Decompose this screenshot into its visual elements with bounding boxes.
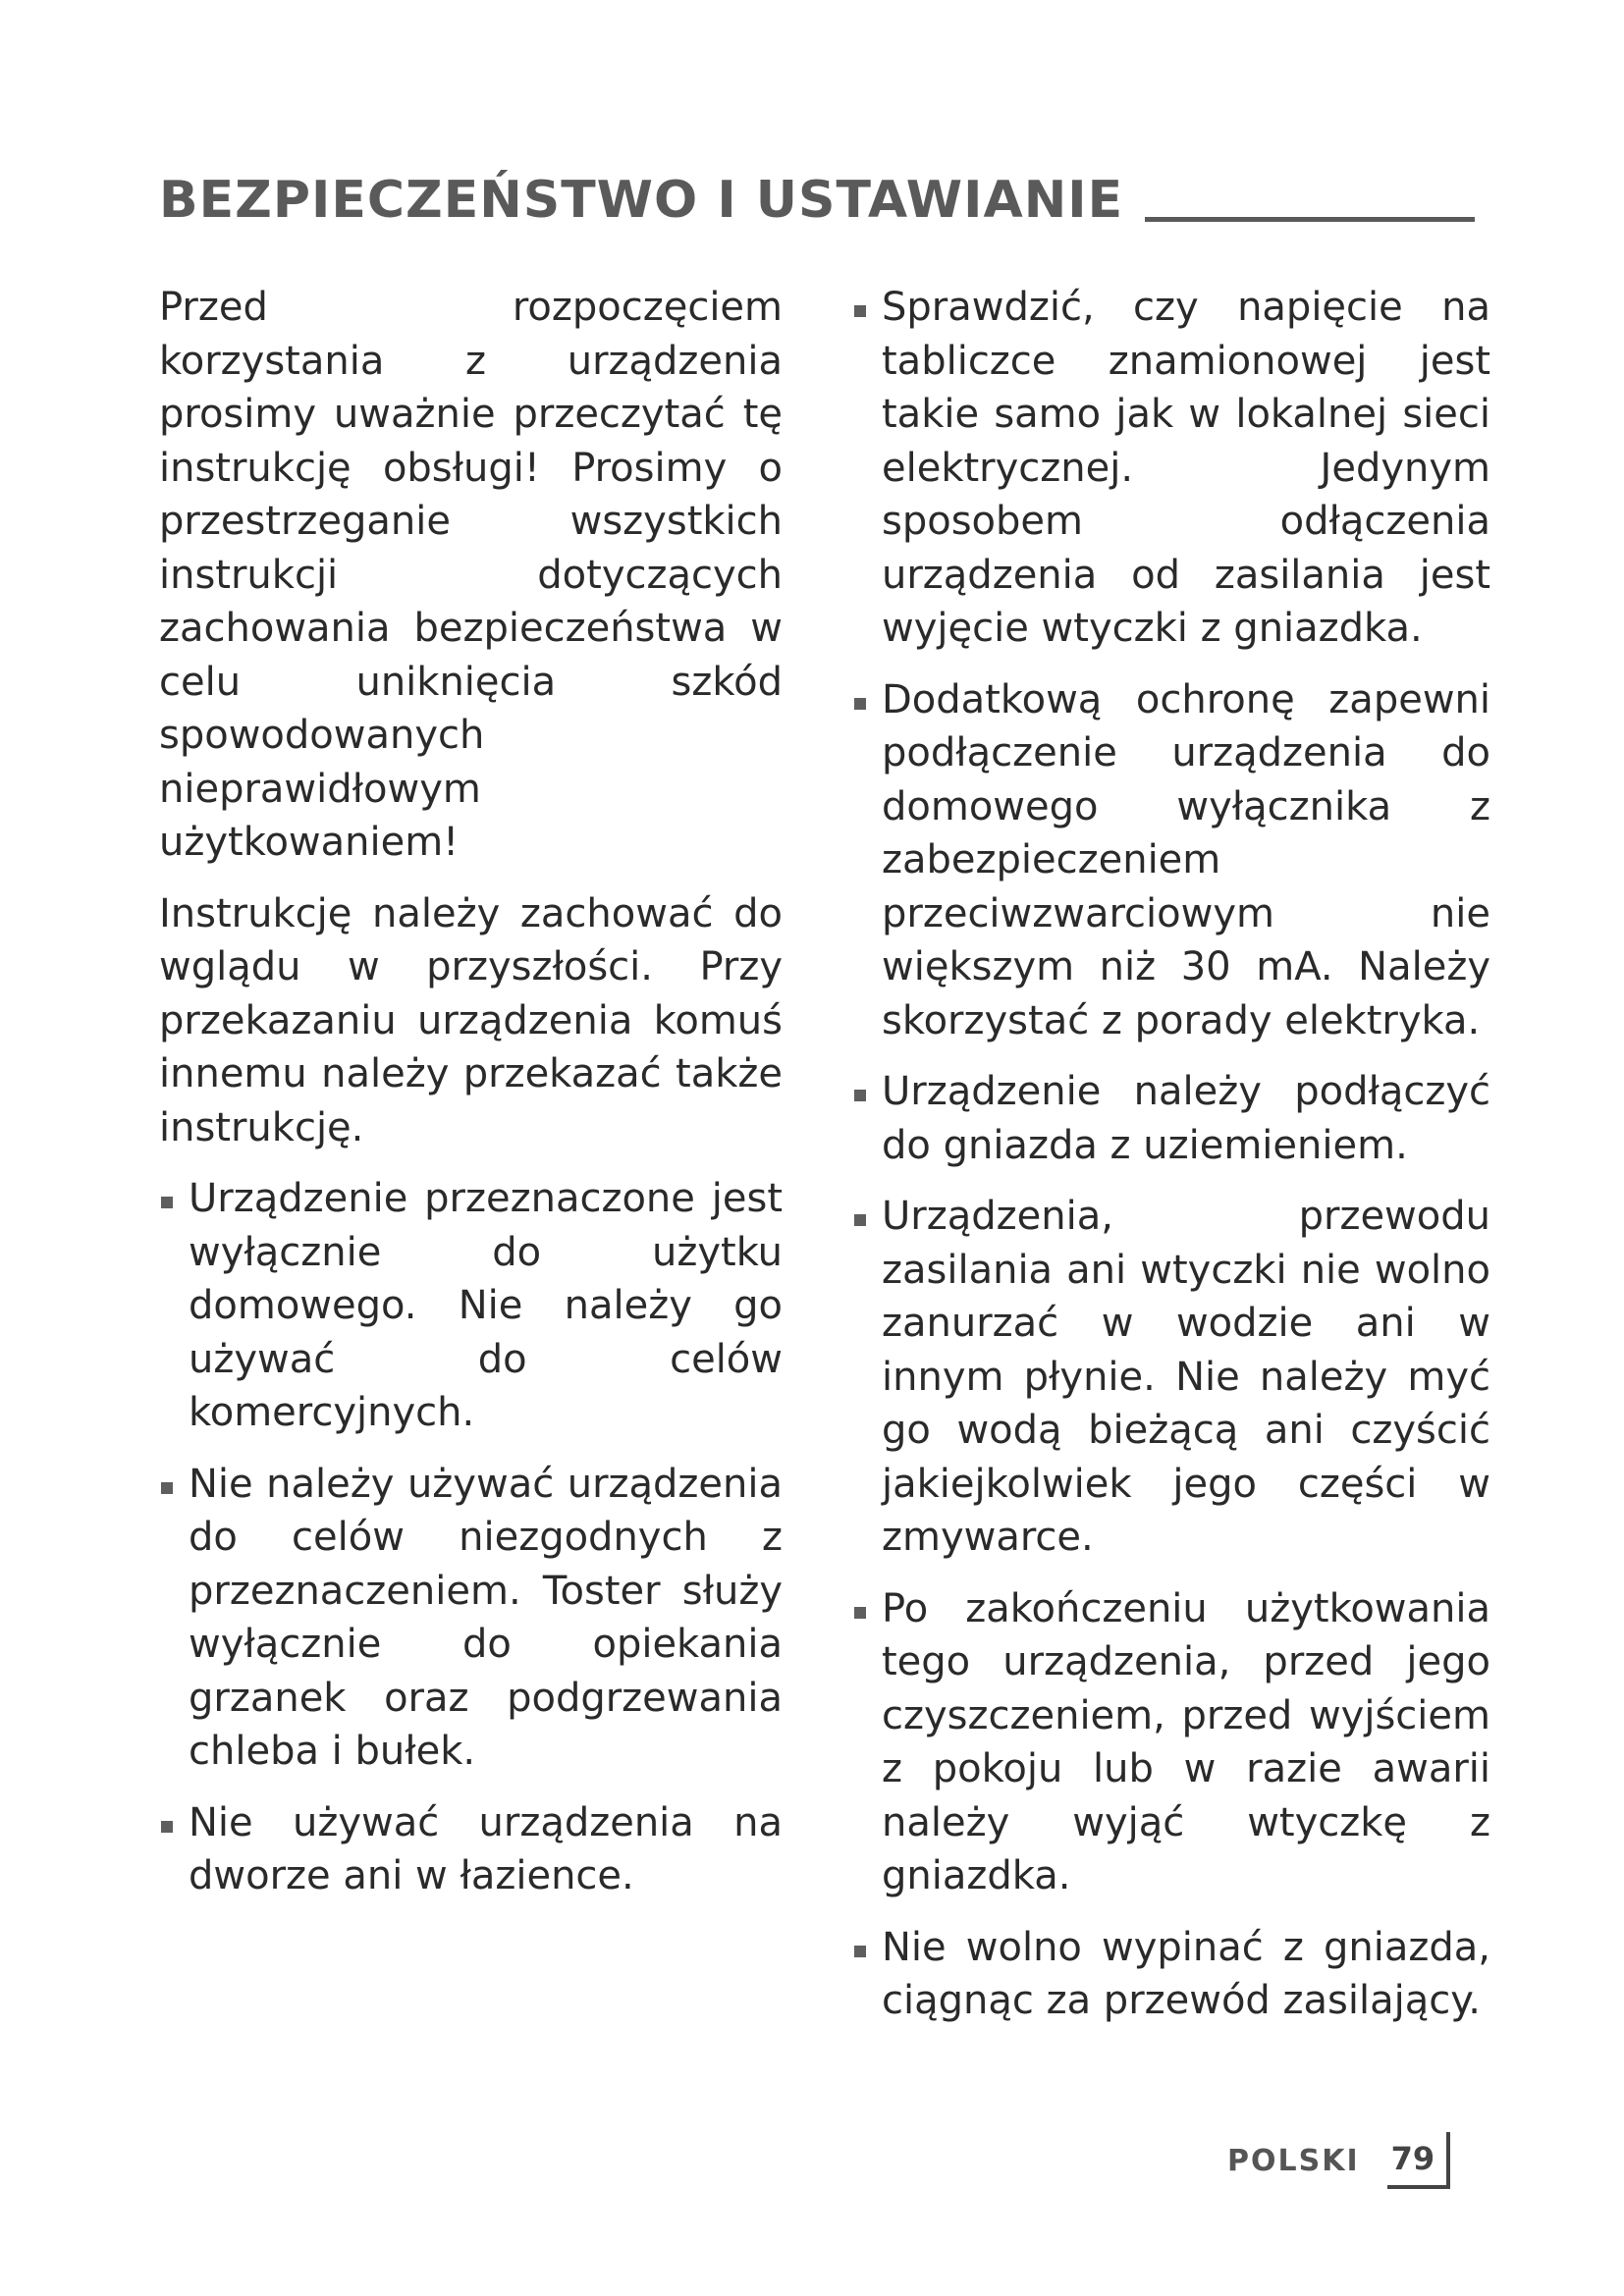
bullet-item xyxy=(159,1458,783,1779)
page-header xyxy=(159,147,1475,230)
bullet-text: Nie należy używać urządzenia do celów niezgodnych z przeznaczeniem. Toster służy wyłącznie do opiekania grzanek oraz podgrzewania chleba i bułek. xyxy=(189,1461,783,1774)
page-footer xyxy=(1227,2128,1450,2193)
bullet-square-icon xyxy=(854,305,866,317)
bullet-item xyxy=(852,281,1490,656)
bullet-item xyxy=(159,1796,783,1903)
bullet-item xyxy=(852,673,1490,1048)
bullet-square-icon xyxy=(854,1090,866,1101)
bullet-text: Sprawdzić, czy napięcie na tabliczce znamionowej jest takie samo jak w lokalnej sieci elektrycznej. Jedynym sposobem odłączenia urządzenia od zasilania jest wyjęcie wtyczki z gniazdka. xyxy=(882,285,1490,651)
right-column xyxy=(852,281,1490,2046)
bullet-square-icon xyxy=(854,698,866,710)
title-rule xyxy=(1145,217,1475,222)
bullet-square-icon xyxy=(161,1821,173,1833)
bullet-square-icon xyxy=(854,1607,866,1619)
bullet-item xyxy=(852,1190,1490,1565)
bullet-text: Nie używać urządzenia na dworze ani w łazience. xyxy=(189,1799,783,1898)
bullet-text: Urządzenie przeznaczone jest wyłącznie do użytku domowego. Nie należy go używać do celów komercyjnych. xyxy=(189,1176,783,1435)
bullet-item xyxy=(852,1582,1490,1903)
bullet-square-icon xyxy=(161,1197,173,1208)
bullet-square-icon xyxy=(161,1482,173,1494)
bullet-text: Urządzenie należy podłączyć do gniazda z uziemieniem. xyxy=(882,1069,1490,1168)
bullet-item xyxy=(852,1065,1490,1172)
bullet-text: Dodatkową ochronę zapewni podłączenie urządzenia do domowego wyłącznika z zabezpieczeniem przeciwzwarciowym nie większym niż 30 mA. Należy skorzystać z porady elektryka. xyxy=(882,676,1490,1043)
bullet-text: Nie wolno wypinać z gniazda, ciągnąc za przewód zasilający. xyxy=(882,1924,1490,2023)
footer-language: POLSKI xyxy=(1227,2143,1360,2178)
bullet-text: Urządzenia, przewodu zasilania ani wtyczki nie wolno zanurzać w wodzie ani w innym płynie. Nie należy myć go wodą bieżącą ani czyścić jakiejkolwiek jego części w zmywarce. xyxy=(882,1194,1490,1560)
bullet-item xyxy=(852,1921,1490,2028)
left-column xyxy=(159,281,783,1921)
page-title: BEZPIECZEŃSTWO I USTAWIANIE xyxy=(159,171,1124,230)
bullet-square-icon xyxy=(854,1946,866,1957)
bullet-square-icon xyxy=(854,1214,866,1226)
bullet-item xyxy=(159,1172,783,1440)
intro-paragraph: Przed rozpoczęciem korzystania z urządzenia prosimy uważnie przeczytać tę instrukcję obsługi! Prosimy o przestrzeganie wszystkich instrukcji dotyczących zachowania bezpieczeństwa w celu uniknięcia szkód spowodowanych nieprawidłowym użytkowaniem! xyxy=(159,285,783,865)
page-number: 79 xyxy=(1387,2132,1451,2189)
intro-paragraph: Instrukcję należy zachować do wglądu w przyszłości. Przy przekazaniu urządzenia komuś innemu należy przekazać także instrukcję. xyxy=(159,890,783,1150)
bullet-text: Po zakończeniu użytkowania tego urządzenia, przed jego czyszczeniem, przed wyjściem z pokoju lub w razie awarii należy wyjąć wtyczkę z gniazdka. xyxy=(882,1585,1490,1898)
